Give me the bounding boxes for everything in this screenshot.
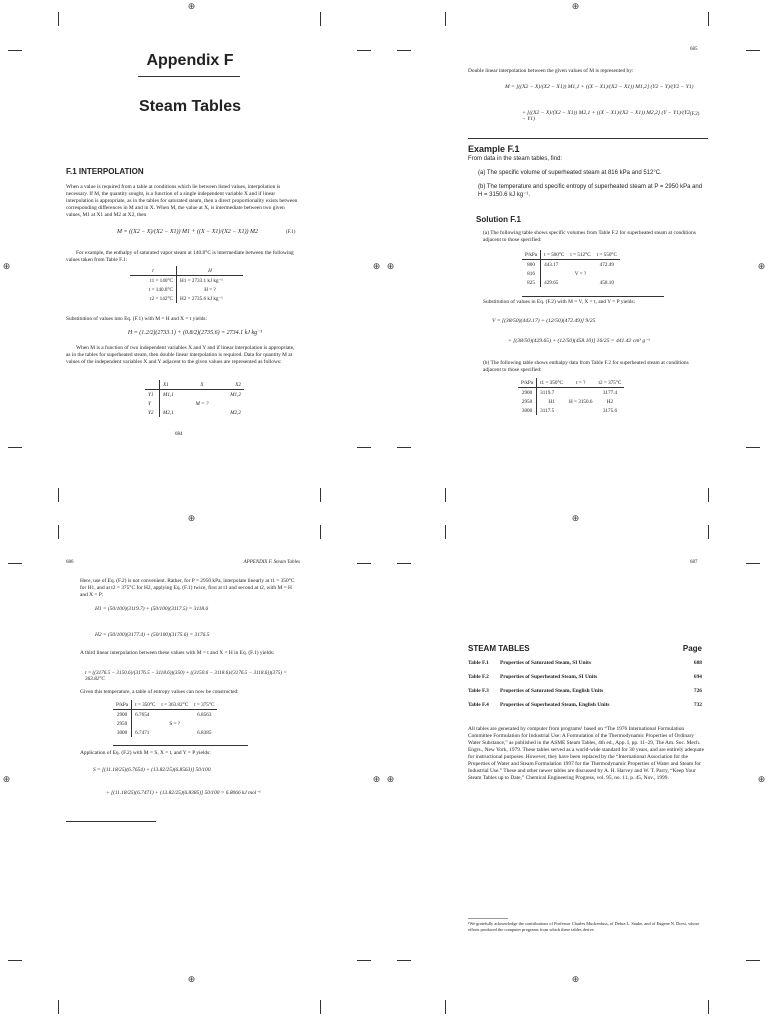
table-header [145, 380, 160, 390]
toc-title: Properties of Superheated Steam, SI Units [500, 674, 598, 680]
table-header: t [130, 266, 177, 276]
table-cell: S = ? [169, 720, 181, 727]
table-specific-volume [522, 250, 620, 287]
crop-mark [708, 488, 709, 502]
page-number: 684 [175, 432, 183, 437]
title-rule [138, 76, 240, 77]
table-row [145, 399, 244, 408]
table-cell: H2 [606, 398, 614, 405]
table-cell: Y [145, 399, 160, 408]
crop-mark [58, 1000, 59, 1014]
equation: H = (1.2/2)(2733.1) + (0.8/2)(2735.6) = 2734.1 kJ kg⁻¹ [127, 330, 263, 336]
table-cell: 800 [522, 260, 541, 270]
table-header: H [177, 266, 244, 276]
crop-mark [8, 563, 22, 564]
equation: S = [(11.18/25)(6.7654) + (13.82/25)(6.8563)] 50/100 [93, 767, 211, 773]
footnote-rule [468, 918, 508, 919]
registration-mark-icon: ⊕ [187, 2, 196, 12]
crop-mark [445, 1000, 446, 1014]
registration-mark-icon: ⊕ [187, 975, 196, 985]
appendix-title: Appendix F [146, 52, 234, 69]
table-header: X1 [160, 380, 189, 390]
crop-mark [320, 488, 321, 502]
table-cell: t = 140.8°C [148, 286, 173, 293]
toc-page: 694 [693, 674, 702, 680]
table-row [522, 278, 620, 287]
crop-mark [445, 488, 446, 502]
page-number: 686 [66, 560, 74, 565]
toc-page: 732 [693, 702, 702, 708]
paragraph: Given this temperature, a table of entropy values can now be constructed: [80, 689, 239, 695]
toc-label: Table F.2 [468, 674, 489, 680]
table-header: P/kPa [522, 250, 541, 260]
table-m-xy [145, 380, 244, 417]
table-cell [191, 719, 217, 728]
crop-mark [357, 50, 371, 51]
crop-mark [397, 960, 411, 961]
registration-mark-icon: ⊕ [386, 262, 395, 272]
table-cell [188, 390, 216, 400]
table-cell: 458.10 [599, 279, 614, 286]
table-of-contents [468, 660, 704, 716]
table-header: t1 = 350°C [537, 378, 566, 388]
crop-mark [746, 563, 760, 564]
toc-label: Table F.4 [468, 702, 489, 708]
table-row [130, 276, 243, 286]
table-cell: 2950 [518, 397, 537, 406]
paragraph: Substitution of values into Eq. (F.1) with M = H and X = t yields: [66, 316, 208, 322]
table-cell: Y2 [145, 408, 160, 417]
table-cell [160, 399, 189, 408]
registration-mark-icon: ⊕ [757, 262, 766, 272]
table-header: t = 363.82°C [158, 700, 191, 710]
table-cell: M1,2 [230, 391, 241, 398]
table-cell: t2 = 142°C [150, 295, 173, 302]
table-cell [541, 269, 568, 278]
crop-mark [8, 447, 22, 448]
toc-label: Table F.3 [468, 688, 489, 694]
registration-mark-icon: ⊕ [571, 2, 580, 12]
registration-mark-icon: ⊕ [571, 514, 580, 524]
table-rule [522, 296, 664, 297]
table-cell: 6.8563 [197, 711, 212, 718]
registration-mark-icon: ⊕ [2, 775, 11, 785]
table-cell: 3000 [113, 728, 132, 737]
table-cell: 2900 [518, 388, 537, 398]
table-rule [113, 745, 248, 746]
crop-mark [320, 1000, 321, 1014]
paragraph: A third linear interpolation between these values with M = t and X = H in Eq. (F.1) yields: [80, 650, 275, 656]
toc-title: Properties of Superheated Steam, English Units [500, 702, 610, 708]
crop-mark [58, 12, 59, 26]
table-cell: 3177.4 [602, 389, 618, 396]
table-header: t = ? [566, 378, 596, 388]
crop-mark [58, 525, 59, 539]
table-row [518, 406, 624, 415]
page-column-label: Page [682, 644, 702, 653]
table-row [130, 285, 243, 294]
table-cell: 3000 [518, 406, 537, 415]
crop-mark [320, 12, 321, 26]
toc-label: Table F.1 [468, 660, 489, 666]
table-cell: 825 [522, 278, 541, 287]
table-cell: Y1 [145, 390, 160, 400]
crop-mark [357, 447, 371, 448]
table-row [522, 260, 620, 270]
registration-mark-icon: ⊕ [571, 975, 580, 985]
equation: H1 = (50/100)(3119.7) + (50/100)(3117.5) = 3118.6 [95, 606, 209, 612]
table-row [518, 388, 624, 398]
table-row [113, 728, 217, 737]
equation: + [(38/50)(429.65) + (12/50)(458.10)] 16/25 = 441.42 cm³ g⁻¹ [508, 338, 650, 344]
toc-entry[interactable] [468, 674, 704, 688]
table-cell: M2,1 [163, 409, 174, 416]
toc-title: Properties of Saturated Steam, SI Units [500, 660, 591, 666]
crop-mark [708, 12, 709, 26]
equation: M = ((X2 − X)/(X2 − X1)) M1 + ((X − X1)/(X2 − X1)) M2 [117, 229, 258, 235]
table-row [522, 269, 620, 278]
registration-mark-icon: ⊕ [187, 514, 196, 524]
table-header: X2 [216, 380, 244, 390]
registration-mark-icon: ⊕ [2, 262, 11, 272]
solution-title: Solution F.1 [476, 215, 521, 224]
paragraph: When M is a function of two independent variables X and Y and if linear interpolation is appropriate, as in the tables for superheated steam, then double linear interpolation is required. Data for quantity M at values of the independent variables X and Y adjacent to the given values are represented as follows: [66, 345, 295, 365]
table-row [145, 408, 244, 417]
crop-mark [357, 563, 371, 564]
crop-mark [445, 12, 446, 26]
crop-mark [8, 960, 22, 961]
paragraph: (b) The following table shows enthalpy data from Table F.2 for superheated steam at conditions adjacent to those specified: [483, 360, 689, 373]
equation: + [(11.18/25)(6.7471) + (13.82/25)(6.8385)] 50/100 = 6.8066 kJ mol⁻¹ [106, 790, 261, 796]
crop-mark [397, 447, 411, 448]
table-cell [132, 719, 159, 728]
table-entropy [113, 700, 217, 737]
table-cell: V = ? [574, 270, 587, 277]
table-cell [216, 399, 244, 408]
table-cell: H1 [548, 398, 555, 405]
equation-number: (F.1) [286, 230, 296, 235]
crop-mark [357, 960, 371, 961]
crop-mark [8, 50, 22, 51]
paragraph: Here, use of Eq. (F.2) is not convenient. Rather, for P = 2950 kPa, interpolate linearly at t1 = 350°C for H1, and at t2 = 375°C for H2, applying Eq. (F.1) twice, first at t1 and second at t2, with M = H and X = P: [80, 578, 295, 598]
equation: + [((X2 − X)/(X2 − X1)) M2,1 + ((X − X1)/(X2 − X1)) M2,2] (Y − Y1)/(Y2 − Y1) [522, 110, 691, 122]
crop-mark [58, 488, 59, 502]
table-cell [594, 269, 620, 278]
equation: M = [((X2 − X)/(X2 − X1)) M1,1 + ((X − X1)/(X2 − X1)) M1,2] (Y2 − Y)/(Y2 − Y1) [505, 84, 694, 90]
table-cell: M2,2 [230, 409, 241, 416]
table-header: t = 550°C [594, 250, 620, 260]
crop-mark [746, 960, 760, 961]
crop-mark [397, 50, 411, 51]
table-cell [158, 710, 191, 720]
paragraph: For example, the enthalpy of saturated vapor steam at 140.8°C is intermediate between the following values taken from Table F.1: [66, 250, 294, 263]
table-cell: M1,1 [163, 391, 174, 398]
table-row [518, 397, 624, 406]
table-cell [567, 278, 593, 287]
table-cell [188, 408, 216, 417]
running-head: APPENDIX F. Steam Tables [243, 560, 300, 565]
table-cell: M = ? [195, 400, 209, 407]
table-row [145, 390, 244, 400]
table-cell: H = 3150.6 [568, 398, 593, 405]
table-header: t2 = 375°C [596, 378, 625, 388]
table-cell: 472.49 [599, 261, 614, 268]
page-number: 687 [690, 560, 698, 565]
equation-number: (F.2) [690, 112, 700, 117]
registration-mark-icon: ⊕ [757, 775, 766, 785]
table-cell: 6.7654 [135, 711, 150, 718]
crop-mark [320, 525, 321, 539]
table-header: P/kPa [113, 700, 132, 710]
section-heading: F.1 INTERPOLATION [66, 167, 144, 176]
table-cell: 6.7471 [135, 729, 150, 736]
toc-entry[interactable] [468, 702, 704, 716]
paragraph: Substitution of values in Eq. (F.2) with M = V, X = t, and Y = P yields: [483, 299, 636, 305]
table-cell: H = ? [177, 285, 244, 294]
crop-mark [708, 1000, 709, 1014]
table-row [130, 294, 243, 303]
table-cell [567, 260, 593, 270]
paragraph: (a) The following table shows specific volumes from Table F.2 for superheated steam at conditions adjacent to those specified: [483, 230, 696, 243]
appendix-subtitle: Steam Tables [139, 98, 241, 115]
crop-mark [708, 525, 709, 539]
paragraph: When a value is required from a table at conditions which lie between listed values, interpolation is necessary. If M, the quantity sought, is a function of a single independent variable X and if linear interpolation is appropriate, as in the tables for saturated steam, then a direct proportionality exists between corresponding differences in M and in X. When M, the value at X, is intermediate between two given values, M1 at X1 and M2 at X2, then [66, 184, 298, 218]
table-enthalpy [518, 378, 624, 415]
example-part-b: (b) The temperature and specific entropy of superheated steam at P = 2950 kPa and H = 3150.6 kJ kg⁻¹. [478, 184, 703, 198]
example-title: Example F.1 [468, 144, 520, 154]
registration-mark-icon: ⊕ [372, 775, 381, 785]
table-cell: 3119.7 [540, 389, 555, 396]
registration-mark-icon: ⊕ [372, 262, 381, 272]
table-cell: 816 [522, 269, 541, 278]
table-cell [566, 388, 596, 398]
paragraph: All tables are generated by computer from programs¹ based on “The 1976 International Formulation Committee Formulation for Industrial Use: A Formulation of the Thermodynamic Properties of Ordinary Water Substance,” as published in the ASME Steam Tables, 4th ed., App. I, pp. 11–29, The Am. Soc. Mech. Engrs., New York, 1979. These tables served as a world-wide standard for 30 years, and are entirely adequate for instructional purposes. However, they have been replaced by the “International Association for the Properties of Water and Steam Formulation 1997 for the Thermodynamic Properties of Water and Steam for Industrial Use.” These and other newer tables are discussed by A. H. Harvey and W. T. Parry, “Keep Your Steam Tables up to Date,” Chemical Engineering Progress, vol. 95, no. 11, p. 45, Nov., 1999. [468, 726, 704, 781]
table-cell [158, 728, 191, 737]
crop-mark [397, 563, 411, 564]
table-header: X [188, 380, 216, 390]
registration-mark-icon: ⊕ [386, 775, 395, 785]
crop-mark [746, 50, 760, 51]
example-end-rule [66, 821, 156, 822]
table-t-h [130, 266, 243, 303]
steam-tables-heading: STEAM TABLES [468, 644, 530, 653]
equation: V = [(38/50)(443.17) + (12/50)(472.49)] 9/25 [492, 318, 596, 324]
table-header: t = 500°C [541, 250, 568, 260]
table-cell: 429.65 [544, 279, 559, 286]
paragraph: Application of Eq. (F.2) with M = S, X = t, and Y = P yields: [80, 750, 211, 756]
table-cell [566, 406, 596, 415]
paragraph: Double linear interpolation between the given values of M is represented by: [468, 68, 634, 74]
toc-title: Properties of Saturated Steam, English Units [500, 688, 604, 694]
page-number: 685 [690, 47, 698, 52]
example-intro: From data in the steam tables, find: [468, 156, 563, 162]
table-cell: 2900 [113, 710, 132, 720]
example-part-a: (a) The specific volume of superheated steam at 816 kPa and 512°C. [478, 170, 662, 176]
table-header: t = 512°C [567, 250, 593, 260]
crop-mark [445, 525, 446, 539]
table-header: t = 350°C [132, 700, 159, 710]
toc-entry[interactable] [468, 688, 704, 702]
table-header: t = 375°C [191, 700, 217, 710]
toc-page: 688 [693, 660, 702, 666]
footnote: ¹We gratefully acknowledge the contributions of Professor Charles Muckenfuss, of Debra L. Sauke, and of Eugene N. Dorsi, whose efforts produced the computer programs from which these tables derive. [468, 921, 700, 932]
table-cell: 2950 [113, 719, 132, 728]
table-cell: 6.8385 [197, 729, 212, 736]
crop-mark [746, 447, 760, 448]
table-cell: H1 = 2733.1 kJ kg⁻¹ [177, 276, 244, 286]
example-rule [468, 138, 708, 139]
table-row [113, 719, 217, 728]
table-cell: 443.17 [544, 261, 559, 268]
table-row [113, 710, 217, 720]
toc-entry[interactable] [468, 660, 704, 674]
table-cell: H2 = 2735.6 kJ kg⁻¹ [177, 294, 244, 303]
table-cell: 3175.6 [602, 407, 618, 414]
toc-page: 726 [693, 688, 702, 694]
table-cell: 3117.5 [540, 407, 555, 414]
table-header: P/kPa [518, 378, 537, 388]
table-cell: t1 = 140°C [150, 277, 173, 284]
equation: t = ((3176.5 − 3150.6)/(3176.5 − 3118.6))(350) + ((3150.6 − 3118.6)/(3176.5 − 3118.6))(375) = 363.82°C [85, 670, 287, 682]
equation: H2 = (50/100)(3177.4) + (50/100)(3175.6) = 3176.5 [95, 632, 210, 638]
